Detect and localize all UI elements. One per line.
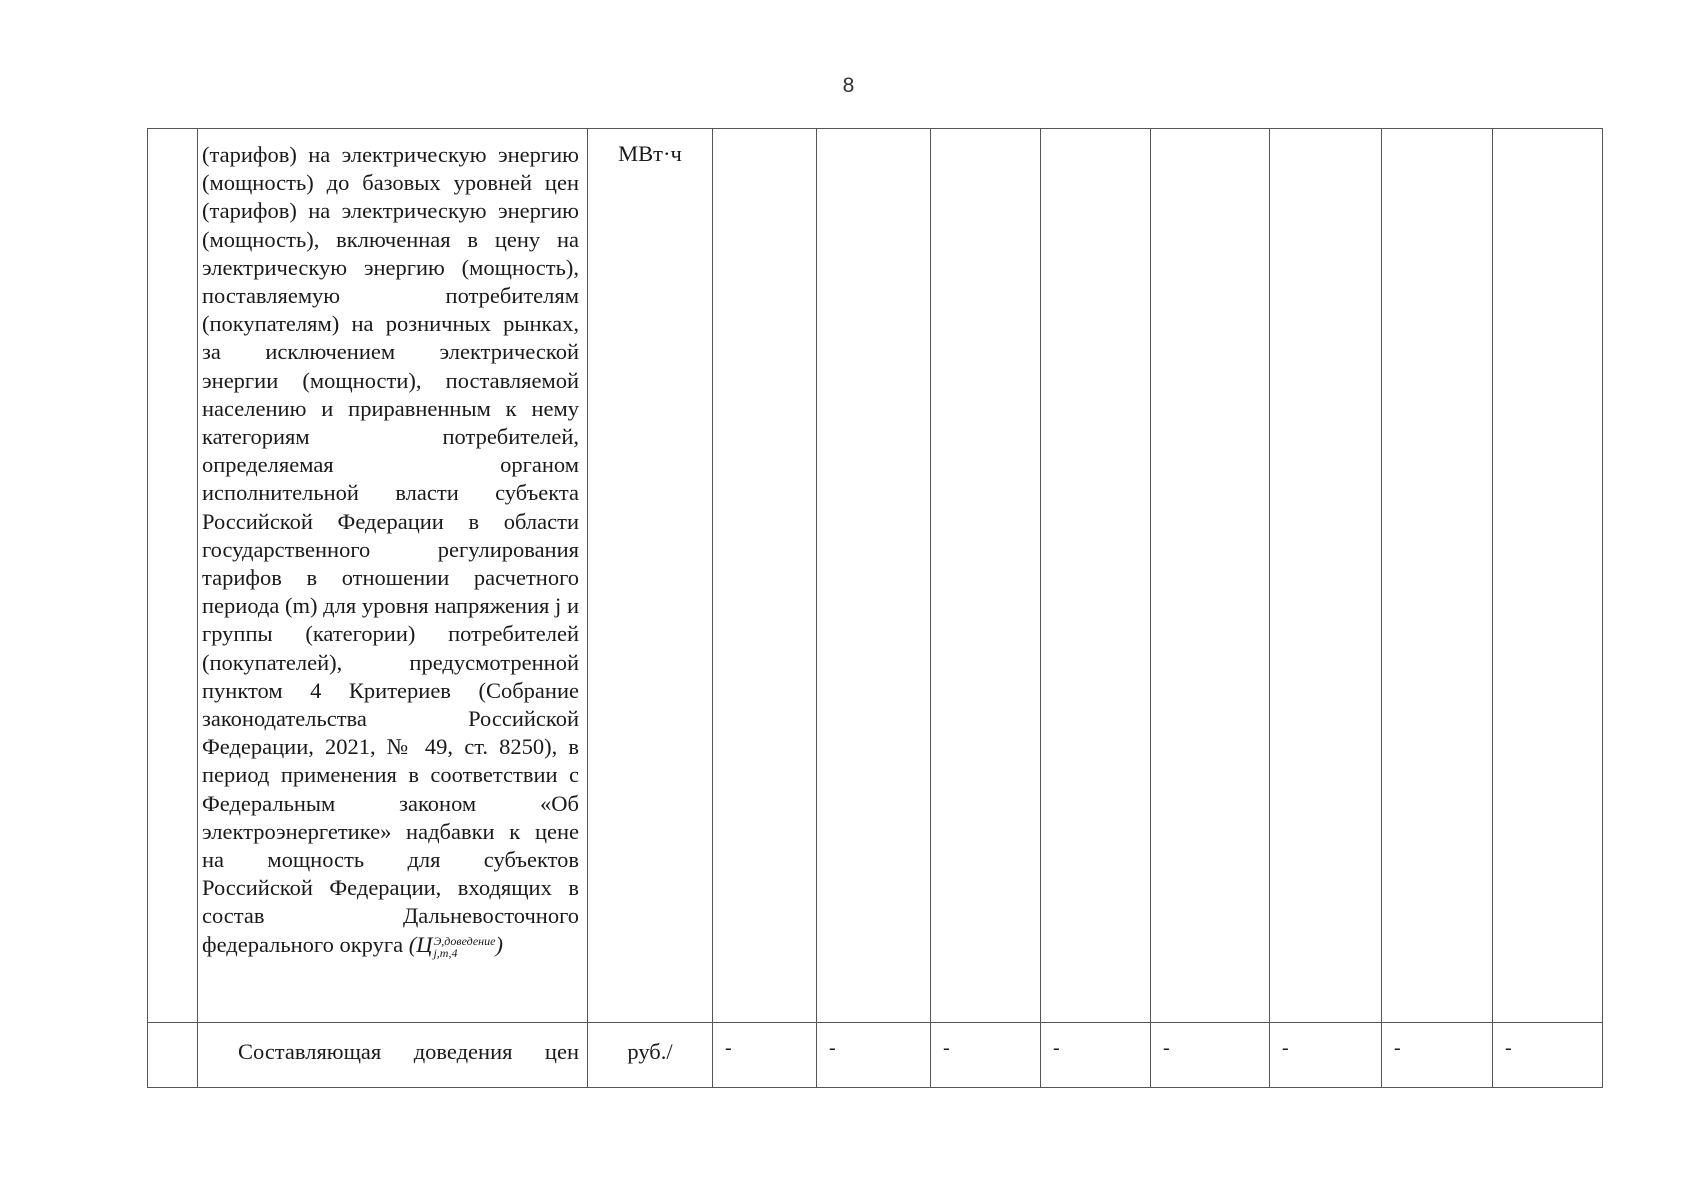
data-table bbox=[147, 128, 1603, 1088]
value-text: - bbox=[1282, 1037, 1289, 1059]
table-row bbox=[148, 1023, 1603, 1088]
row-number-cell bbox=[148, 129, 198, 1023]
value-cell bbox=[931, 1023, 1041, 1088]
unit-text: руб./ bbox=[627, 1039, 673, 1064]
value-cell bbox=[817, 1023, 931, 1088]
value-cell bbox=[1382, 129, 1493, 1023]
value-cell bbox=[1382, 1023, 1493, 1088]
value-text: - bbox=[943, 1037, 950, 1059]
value-text: - bbox=[829, 1037, 836, 1059]
value-text: - bbox=[1394, 1037, 1401, 1059]
value-cell bbox=[1041, 1023, 1151, 1088]
value-cell bbox=[713, 1023, 817, 1088]
value-cell bbox=[817, 129, 931, 1023]
unit-text: МВт·ч bbox=[618, 141, 682, 166]
value-cell bbox=[1151, 129, 1270, 1023]
value-cell bbox=[1151, 1023, 1270, 1088]
description-cell bbox=[198, 1023, 588, 1088]
row-number-cell bbox=[148, 1023, 198, 1088]
unit-cell bbox=[588, 1023, 713, 1088]
value-cell bbox=[1041, 129, 1151, 1023]
formula: (Ц Э,доведение j,m,4 ) bbox=[403, 931, 503, 960]
value-text: - bbox=[1163, 1037, 1170, 1059]
value-cell bbox=[931, 129, 1041, 1023]
value-cell bbox=[1270, 129, 1382, 1023]
value-cell bbox=[1493, 1023, 1603, 1088]
unit-cell bbox=[588, 129, 713, 1023]
description-cell bbox=[198, 129, 588, 1023]
value-cell bbox=[713, 129, 817, 1023]
value-text: - bbox=[1505, 1037, 1512, 1059]
value-cell bbox=[1493, 129, 1603, 1023]
page-number: 8 bbox=[842, 74, 855, 97]
value-text: - bbox=[1053, 1037, 1060, 1059]
description-text: (тарифов) на электрическую энергию (мощность) до базовых уровней цен (тарифов) на электрическую энергию (мощность), включенная в цену на электрическую энергию (мощность), поставляемую потребителям (покупателям) на розничных рынках, за исключением электрической энергии (мощности), поставляемой населению и приравненным к нему категориям потребителей, определяемая органом исполнительной власти субъекта Российской Федерации в области государственного регулирования тарифов в отношении расчетного периода (m) для уровня напряжения j и группы (категории) потребителей (покупателей), предусмотренной пунктом 4 Критериев (Собрание законодательства Российской Федерации, 2021, № 49, ст. 8250), в период применения в соответствии с Федеральным законом «Об электроэнергетике» надбавки к цене на мощность для субъектов Российской Федерации, входящих в состав Дальневосточного федерального округа (Ц Э,доведение j,m,4 ) bbox=[202, 142, 579, 960]
description-text: Составляющая доведения цен bbox=[238, 1039, 579, 1064]
value-cell bbox=[1270, 1023, 1382, 1088]
value-text: - bbox=[725, 1037, 732, 1059]
table-row bbox=[148, 129, 1603, 1023]
